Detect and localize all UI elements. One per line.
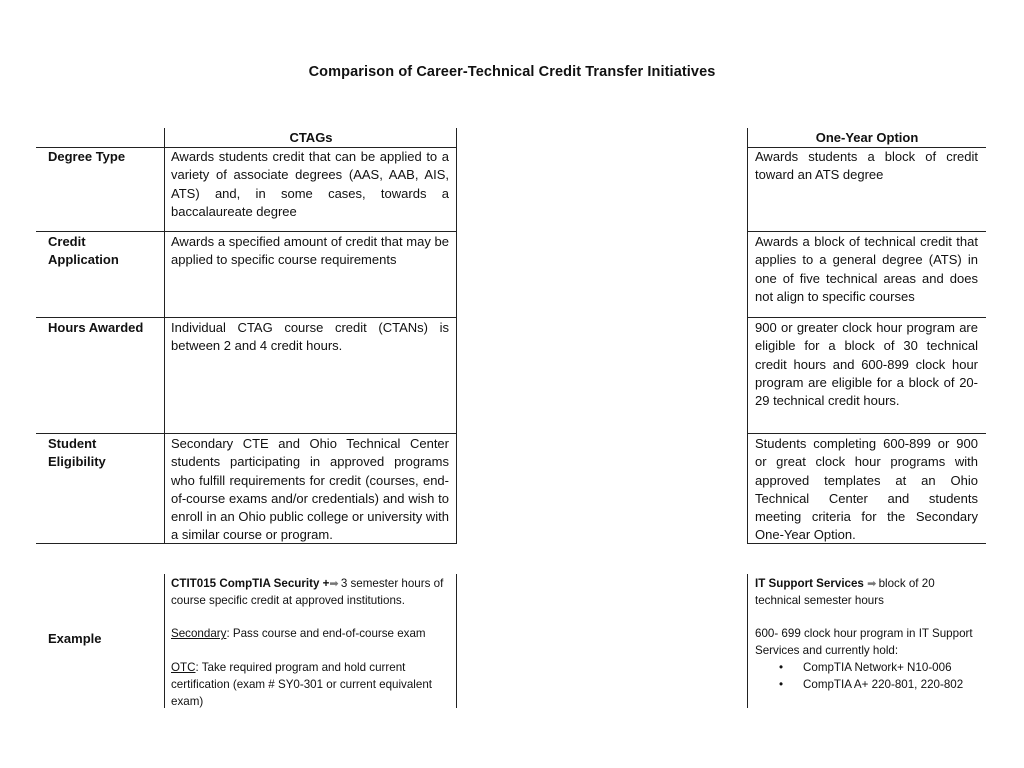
- cell-ctags-hours-awarded: Individual CTAG course credit (CTANs) is between 2 and 4 credit hours.: [171, 320, 449, 354]
- right-arrow-icon: ➡: [329, 578, 338, 590]
- example-ctags: [171, 576, 453, 710]
- cell-one-year-hours-awarded: 900 or greater clock hour program are eligible for a block of 30 technical credit hours and 600-899 clock hour program are eligible for a block of 20-29 technical credit hours.: [755, 320, 978, 409]
- row-label-hours-awarded: Hours Awarded: [48, 320, 144, 335]
- bullet-icon: •: [779, 660, 784, 674]
- right-arrow-icon: ➡: [867, 578, 876, 590]
- row-label-example: Example: [48, 631, 102, 646]
- cert-label: CompTIA A+ 220-801, 220-802: [803, 677, 964, 691]
- cell-ctags-degree-type: Awards students credit that can be applied to a variety of associate degrees (AAS, AAB, AIS, ATS) and, in some cases, towards a baccalaureate degree: [171, 149, 449, 219]
- cell-one-year-degree-type: Awards students a block of credit toward an ATS degree: [755, 149, 978, 183]
- cell-ctags-credit-application: Awards a specified amount of credit that may be applied to specific course requirements: [171, 234, 449, 268]
- cell-one-year-student-eligibility: Students completing 600-899 or 900 or great clock hour programs with approved templates at an Ohio Technical Center and students meeting criteria for the Secondary One-Year Option.: [755, 436, 978, 543]
- rule-one-year-left-edge: [747, 128, 748, 543]
- example-ctags-course: CTIT015 CompTIA Security +: [171, 577, 330, 590]
- rule-label-divider: [164, 128, 165, 543]
- rule-row1-left: [36, 231, 457, 232]
- example-one-year: [755, 576, 977, 694]
- cell-ctags-student-eligibility: Secondary CTE and Ohio Technical Center students participating in approved programs who fulfill requirements for credit (courses, end-of-course exams and/or credentials) and wish to enroll in an Ohio public college or university with a similar course or program.: [171, 436, 449, 543]
- rule-example-one-year-left: [747, 574, 748, 708]
- example-ctags-otc-text: : Take required program and hold current certification (exam # SY0-301 or current equivalent exam): [171, 660, 432, 708]
- cert-label: CompTIA Network+ N10-006: [803, 660, 952, 674]
- list-item: [755, 660, 977, 677]
- example-one-year-cert-list: [755, 660, 977, 694]
- row-label-credit-application: Credit Application: [48, 234, 119, 267]
- rule-row3-left: [36, 433, 457, 434]
- row-label-student-eligibility: Student Eligibility: [48, 436, 106, 469]
- rule-row3-right: [747, 433, 986, 434]
- row-label-degree-type: Degree Type: [48, 149, 126, 164]
- rule-example-ctags-right: [456, 574, 457, 708]
- example-one-year-program-detail: block of 20 technical semester hours: [755, 577, 935, 607]
- cell-one-year-credit-application: Awards a block of technical credit that applies to a general degree (ATS) in one of five technical areas and does not align to specific courses: [755, 234, 978, 304]
- example-ctags-course-detail: 3 semester hours of course specific credit at approved institutions.: [171, 577, 444, 607]
- bullet-icon: •: [779, 677, 784, 691]
- page-title: Comparison of Career-Technical Credit Transfer Initiatives: [308, 64, 716, 80]
- rule-row2-right: [747, 317, 986, 318]
- column-header-one-year-option: One-Year Option: [815, 130, 919, 145]
- example-one-year-program: IT Support Services: [755, 577, 864, 590]
- example-ctags-otc-label: OTC: [171, 660, 196, 674]
- rule-row1-right: [747, 231, 986, 232]
- example-one-year-hours-text: 600- 699 clock hour program in IT Support Services and currently hold:: [755, 627, 973, 658]
- column-header-ctags: CTAGs: [289, 130, 333, 145]
- rule-row2-left: [36, 317, 457, 318]
- rule-ctags-right-edge: [456, 128, 457, 543]
- rule-example-left: [164, 574, 165, 708]
- example-ctags-secondary-text: : Pass course and end-of-course exam: [226, 627, 426, 641]
- example-ctags-secondary-label: Secondary: [171, 627, 227, 641]
- list-item: [755, 677, 977, 694]
